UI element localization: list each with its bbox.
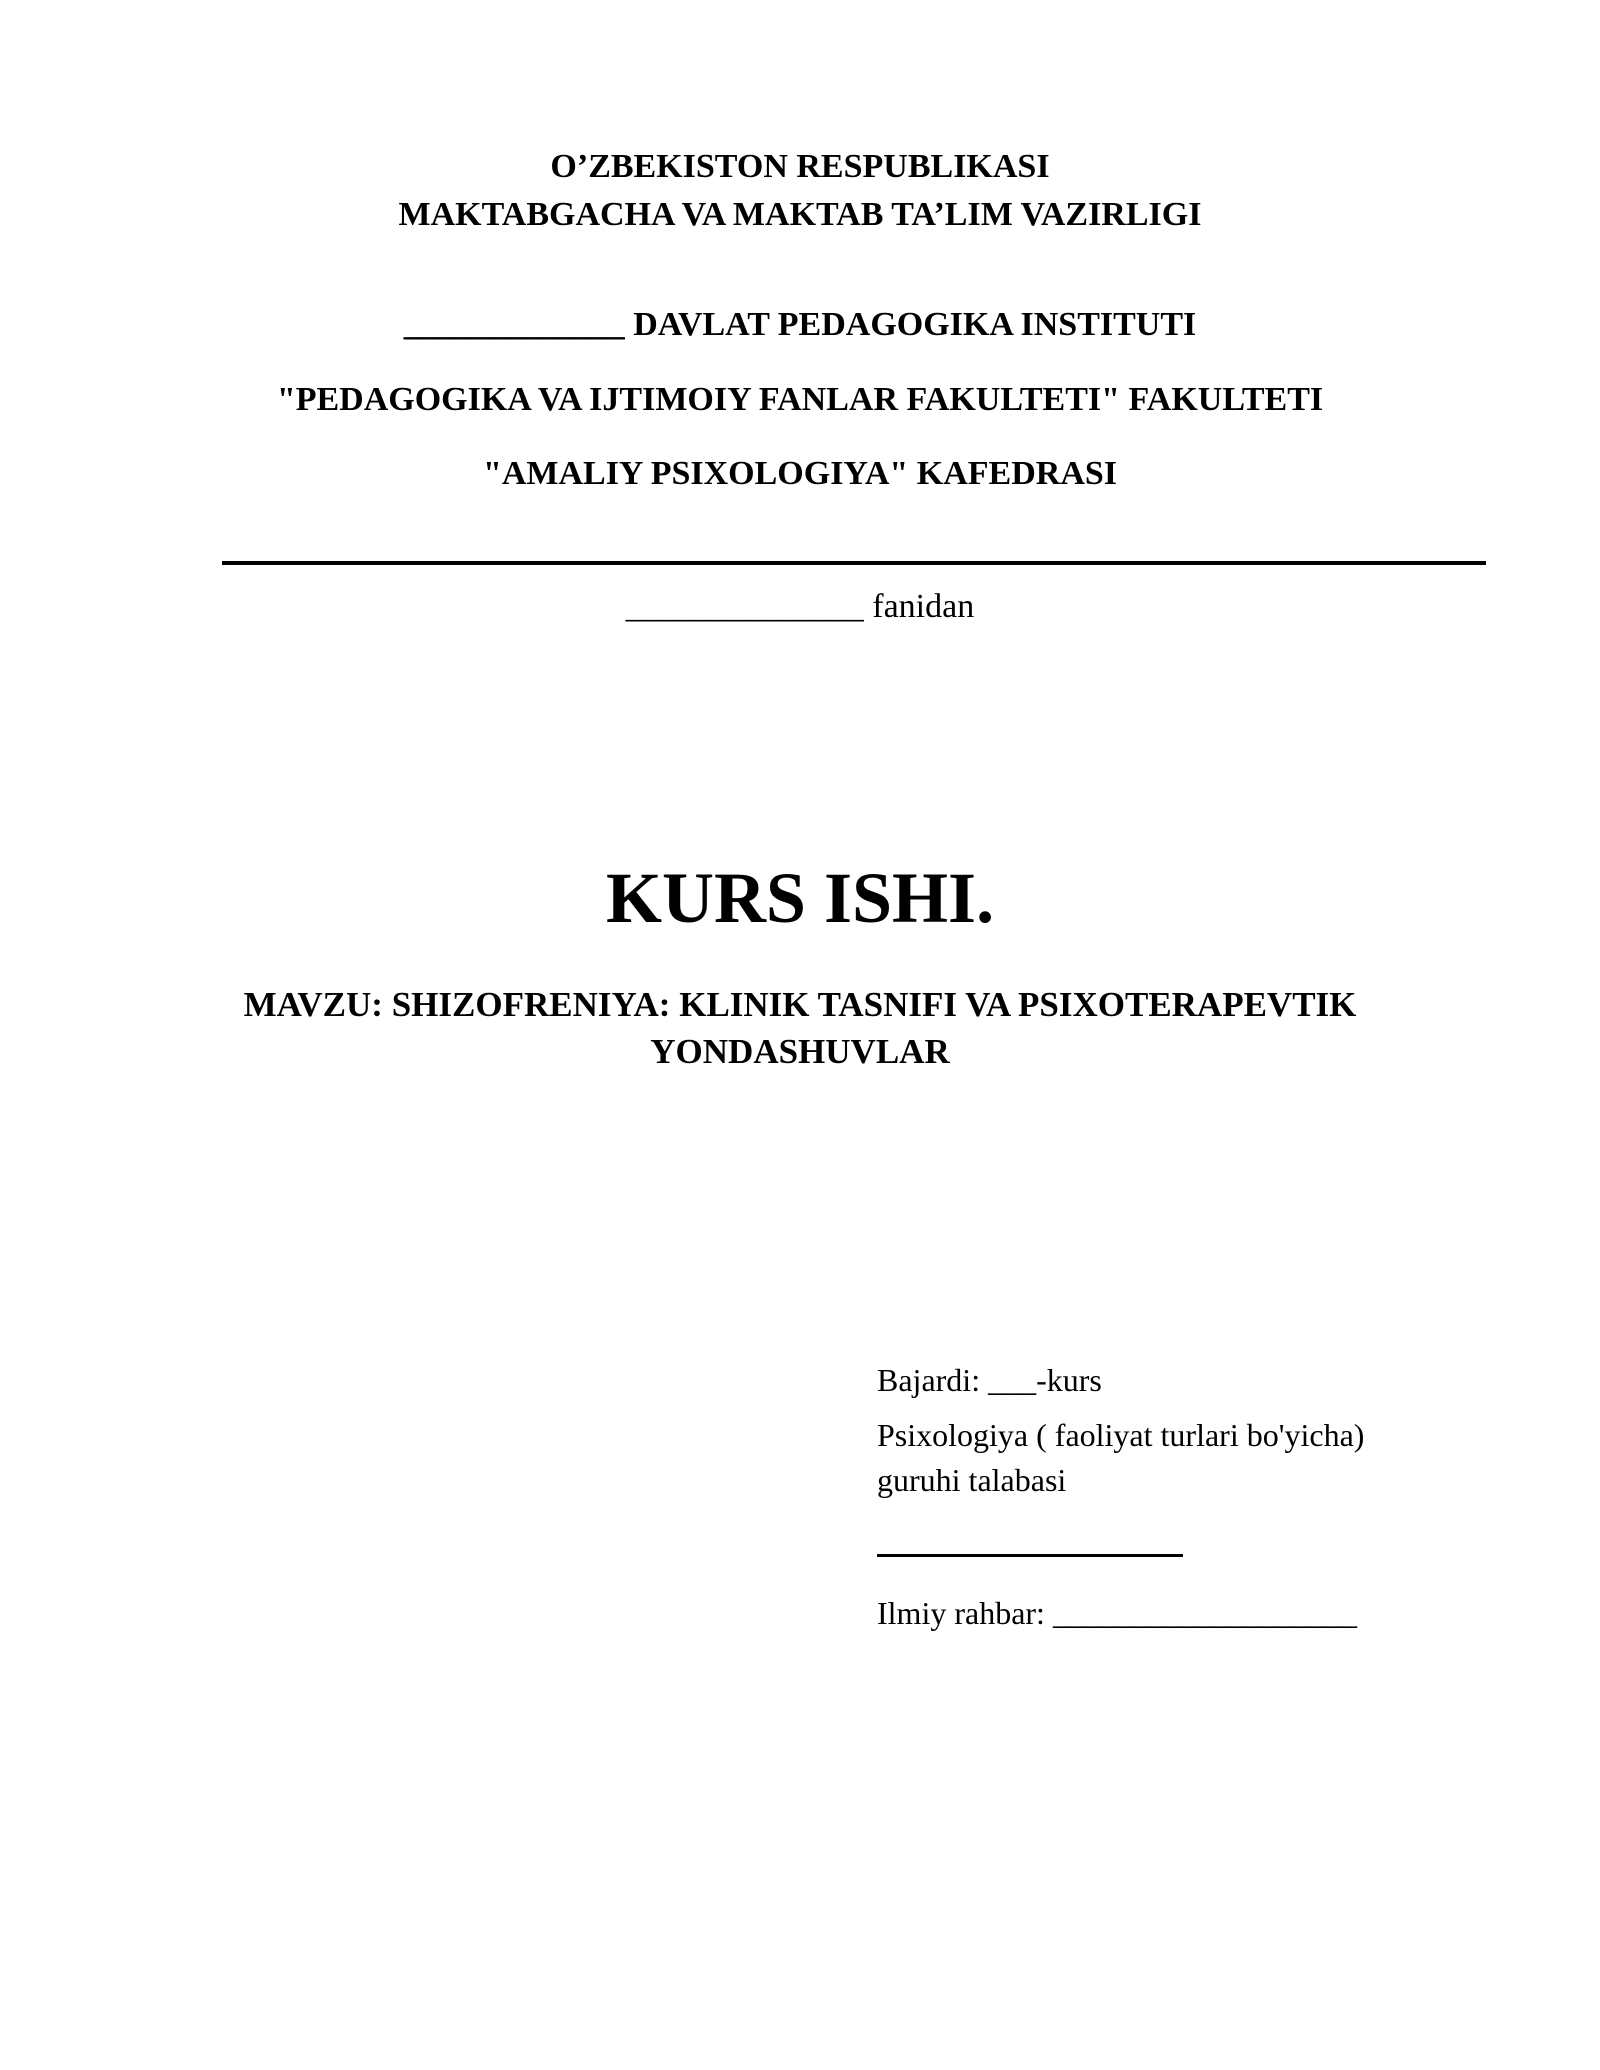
author-group-line-1: Psixologiya ( faoliyat turlari bo'yicha) [877,1417,1365,1453]
header-country: O’ZBEKISTON RESPUBLIKASI [550,148,1050,185]
header-department: "AMALIY PSIXOLOGIYA" KAFEDRASI [482,455,1118,492]
student-name-line [877,1554,1183,1557]
topic-line-2: YONDASHUVLAR [650,1032,950,1071]
document-title: KURS ISHI. [605,858,995,938]
header-faculty: "PEDAGOGIKA VA IJTIMOIY FANLAR FAKULTETI" FAKULTETI [276,381,1324,418]
author-group-line-2: guruhi talabasi [877,1462,1067,1498]
header-institute: _____________ DAVLAT PEDAGOGIKA INSTITUTI [403,306,1197,343]
header-ministry: MAKTABGACHA VA MAKTAB TA’LIM VAZIRLIGI [398,196,1202,233]
supervisor-line: Ilmiy rahbar: ___________________ [877,1595,1357,1631]
topic-line-1: MAVZU: SHIZOFRENIYA: KLINIK TASNIFI VA PSIXOTERAPEVTIK [243,985,1357,1024]
horizontal-rule [222,561,1486,565]
subject-line: ______________ fanidan [625,588,975,625]
author-course: Bajardi: ___-kurs [877,1362,1102,1398]
